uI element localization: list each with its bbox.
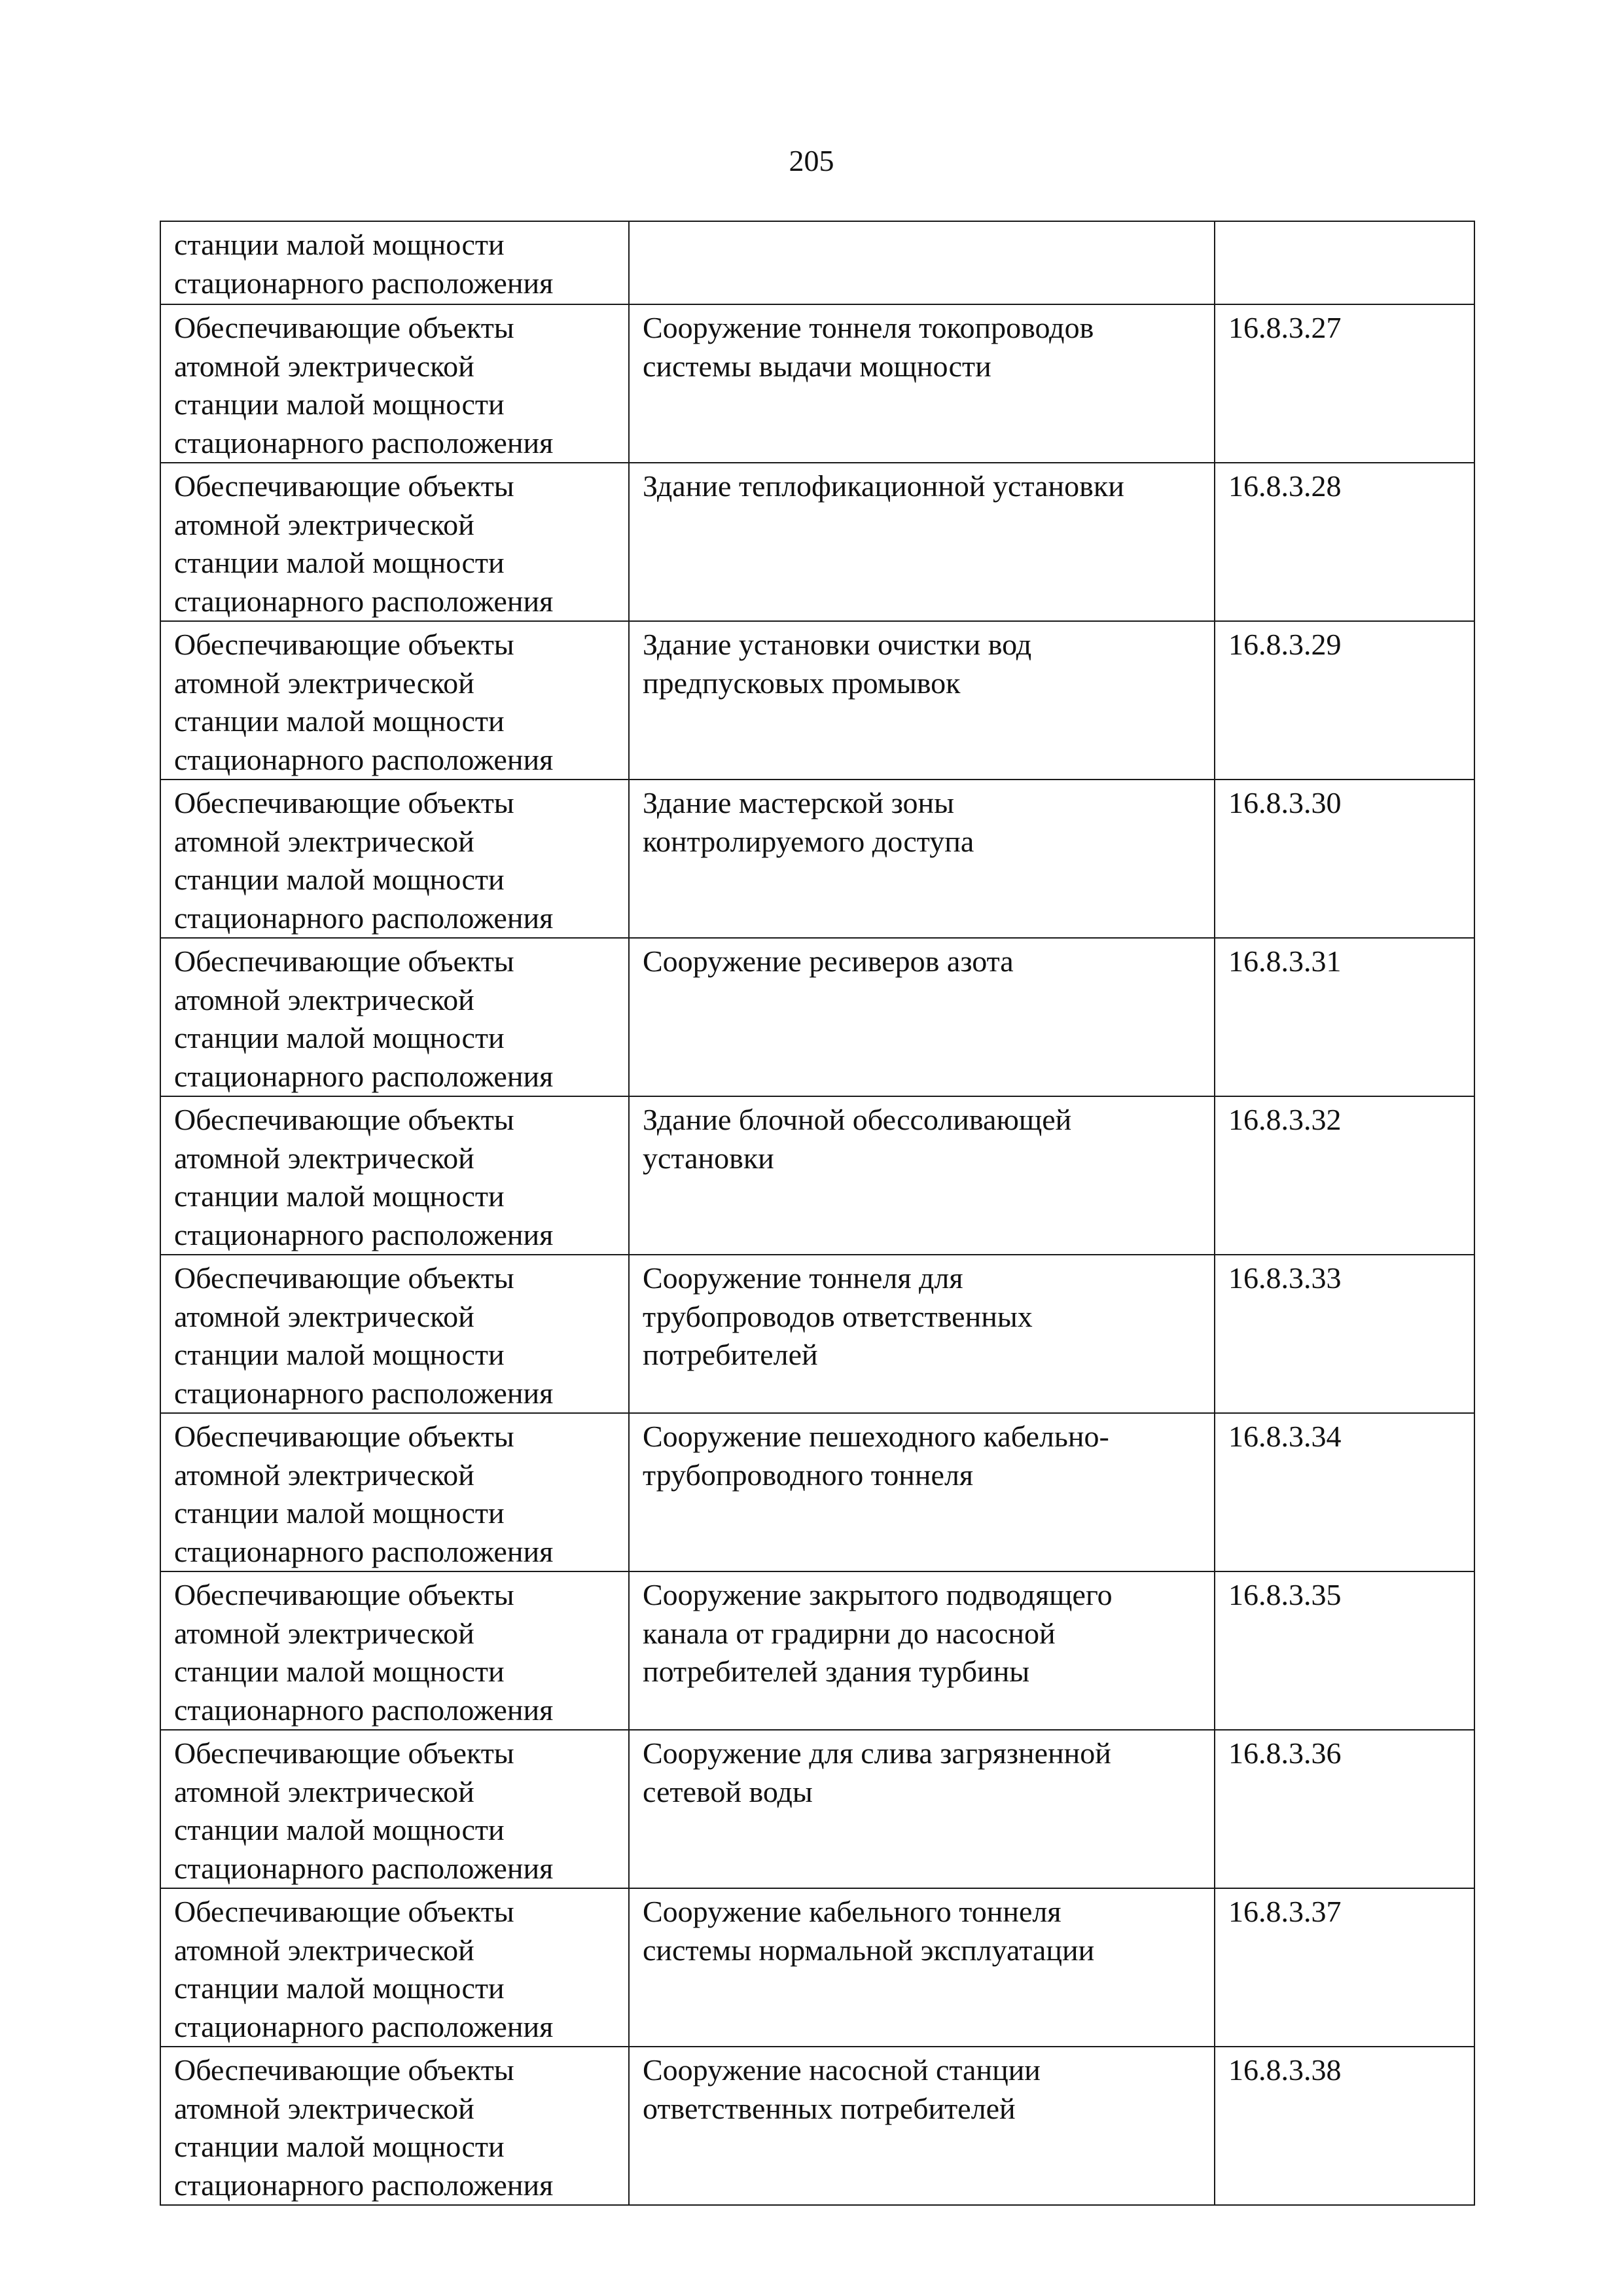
name-cell: [629, 221, 1215, 304]
table-row: [160, 2047, 1474, 2205]
code-cell: 16.8.3.37: [1215, 1888, 1474, 2047]
code-cell: 16.8.3.35: [1215, 1571, 1474, 1730]
table-row: [160, 1571, 1474, 1730]
name-cell: Сооружение пешеходного кабельно- трубопроводного тоннеля: [629, 1413, 1215, 1571]
table-row: [160, 463, 1474, 621]
table-row: [160, 1730, 1474, 1888]
code-cell: 16.8.3.31: [1215, 938, 1474, 1096]
table-row: [160, 304, 1474, 463]
code-cell: 16.8.3.33: [1215, 1255, 1474, 1413]
name-cell: Сооружение тоннеля токопроводов системы выдачи мощности: [629, 304, 1215, 463]
object-cell: Обеспечивающие объекты атомной электрической станции малой мощности стационарного расположения: [160, 1096, 629, 1255]
code-cell: 16.8.3.27: [1215, 304, 1474, 463]
name-cell: Сооружение закрытого подводящего канала от градирни до насосной потребителей здания турбины: [629, 1571, 1215, 1730]
code-cell: [1215, 221, 1474, 304]
code-cell: 16.8.3.29: [1215, 621, 1474, 780]
object-cell: Обеспечивающие объекты атомной электрической станции малой мощности стационарного расположения: [160, 938, 629, 1096]
table-row: [160, 1888, 1474, 2047]
table-row: [160, 780, 1474, 938]
code-cell: 16.8.3.30: [1215, 780, 1474, 938]
objects-table: [160, 221, 1475, 2206]
page-number: 205: [789, 144, 834, 177]
object-cell: Обеспечивающие объекты атомной электрической станции малой мощности стационарного расположения: [160, 780, 629, 938]
name-cell: Сооружение кабельного тоннеля системы нормальной эксплуатации: [629, 1888, 1215, 2047]
code-cell: 16.8.3.32: [1215, 1096, 1474, 1255]
name-cell: Здание теплофикационной установки: [629, 463, 1215, 621]
code-cell: 16.8.3.38: [1215, 2047, 1474, 2205]
object-cell: Обеспечивающие объекты атомной электрической станции малой мощности стационарного расположения: [160, 1888, 629, 2047]
code-cell: 16.8.3.36: [1215, 1730, 1474, 1888]
table-row: [160, 621, 1474, 780]
object-cell: Обеспечивающие объекты атомной электрической станции малой мощности стационарного расположения: [160, 621, 629, 780]
object-cell: Обеспечивающие объекты атомной электрической станции малой мощности стационарного расположения: [160, 1255, 629, 1413]
object-cell: станции малой мощности стационарного расположения: [160, 221, 629, 304]
object-cell: Обеспечивающие объекты атомной электрической станции малой мощности стационарного расположения: [160, 1413, 629, 1571]
table-row: [160, 1096, 1474, 1255]
name-cell: Сооружение насосной станции ответственных потребителей: [629, 2047, 1215, 2205]
name-cell: Здание блочной обессоливающей установки: [629, 1096, 1215, 1255]
name-cell: Здание мастерской зоны контролируемого доступа: [629, 780, 1215, 938]
name-cell: Сооружение ресиверов азота: [629, 938, 1215, 1096]
object-cell: Обеспечивающие объекты атомной электрической станции малой мощности стационарного расположения: [160, 304, 629, 463]
object-cell: Обеспечивающие объекты атомной электрической станции малой мощности стационарного расположения: [160, 1730, 629, 1888]
name-cell: Здание установки очистки вод предпусковых промывок: [629, 621, 1215, 780]
code-cell: 16.8.3.28: [1215, 463, 1474, 621]
object-cell: Обеспечивающие объекты атомной электрической станции малой мощности стационарного расположения: [160, 1571, 629, 1730]
table-row: [160, 1255, 1474, 1413]
name-cell: Сооружение тоннеля для трубопроводов ответственных потребителей: [629, 1255, 1215, 1413]
object-cell: Обеспечивающие объекты атомной электрической станции малой мощности стационарного расположения: [160, 2047, 629, 2205]
table-row: [160, 938, 1474, 1096]
table-row-continuation: [160, 221, 1474, 304]
object-cell: Обеспечивающие объекты атомной электрической станции малой мощности стационарного расположения: [160, 463, 629, 621]
name-cell: Сооружение для слива загрязненной сетевой воды: [629, 1730, 1215, 1888]
code-cell: 16.8.3.34: [1215, 1413, 1474, 1571]
table-row: [160, 1413, 1474, 1571]
